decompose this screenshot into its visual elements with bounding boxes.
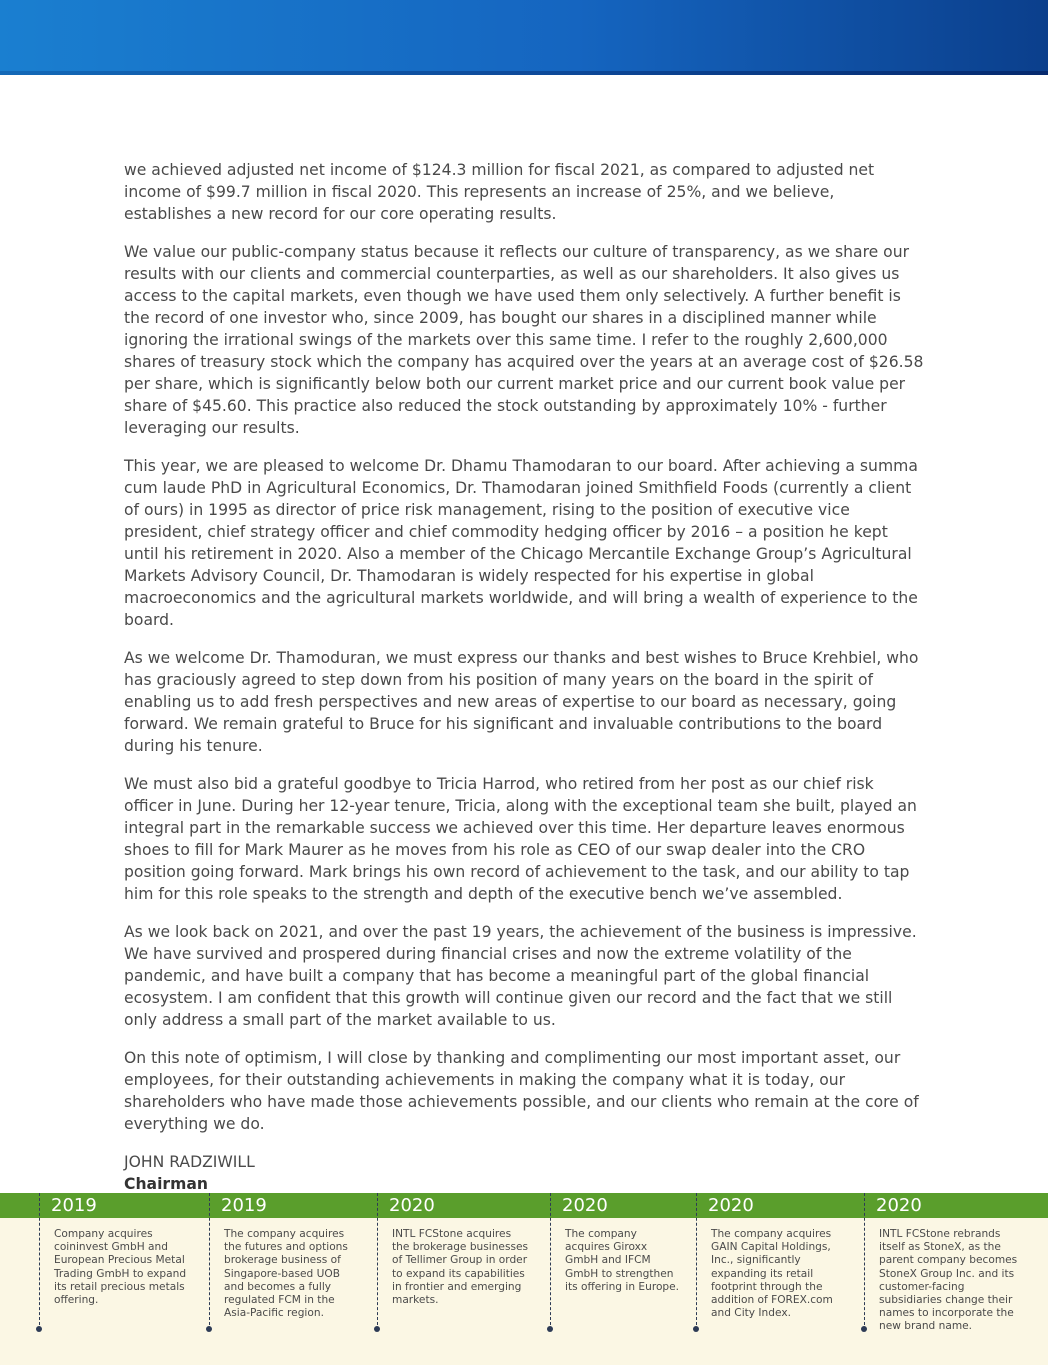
- letter-paragraph: On this note of optimism, I will close by thanking and complimenting our most important asset, our employees, for their outstanding achievements in making the company what it is today, our shareholders who have made those achievements possible, and our clients who remain at the core of everything we do.: [124, 1049, 919, 1133]
- timeline-year: 2020: [708, 1195, 754, 1216]
- timeline-connector: [550, 1193, 551, 1325]
- timeline-marker: [374, 1326, 380, 1332]
- letter-paragraph: This year, we are pleased to welcome Dr. Dhamu Thamodaran to our board. After achieving a summa cum laude PhD in Agricultural Economics, Dr. Thamodaran joined Smithfield Foods (currently a client of ours) in 1995 as director of price risk management, rising to the position of executive vice president, chief strategy officer and chief commodity hedging officer by 2016 – a position he kept until his retirement in 2020. Also a member of the Chicago Mercantile Exchange Group’s Agricultural Markets Advisory Council, Dr. Thamodaran is widely respected for his expertise in global macroeconomics and the agricultural markets worldwide, and will bring a wealth of experience to the board.: [124, 457, 918, 629]
- timeline-item: [377, 1193, 540, 1365]
- timeline-year: 2019: [51, 1195, 97, 1216]
- timeline-text: The company acquires Giroxx GmbH and IFCM GmbH to strengthen its offering in Europe.: [565, 1228, 680, 1293]
- timeline: [0, 1193, 1048, 1365]
- letter-paragraph: As we look back on 2021, and over the past 19 years, the achievement of the business is impressive. We have survived and prospered during financial crises and now the extreme volatility of the pandemic, and have built a company that has become a meaningful part of the global financial ecosystem. I am confident that this growth will continue given our record and the fact that we still only address a small part of the market available to us.: [124, 923, 917, 1029]
- letter-paragraph: As we welcome Dr. Thamoduran, we must express our thanks and best wishes to Bruce Krehbiel, who has graciously agreed to step down from his position of many years on the board in the spirit of enabling us to add fresh perspectives and new areas of expertise to our board as necessary, going forward. We remain grateful to Bruce for his significant and invaluable contributions to the board during his tenure.: [124, 649, 919, 755]
- timeline-text: INTL FCStone rebrands itself as StoneX, as the parent company becomes StoneX Group Inc. and its customer-facing subsidiaries change their names to incorporate the new brand name.: [879, 1228, 1018, 1333]
- timeline-text: The company acquires GAIN Capital Holdings, Inc., significantly expanding its retail footprint through the addition of FOREX.com and City Index.: [711, 1228, 833, 1320]
- letter-paragraph: we achieved adjusted net income of $124.3 million for fiscal 2021, as compared to adjusted net income of $99.7 million in fiscal 2020. This represents an increase of 25%, and we believe, establishes a new record for our core operating results.: [124, 161, 875, 223]
- letter-paragraph: We must also bid a grateful goodbye to Tricia Harrod, who retired from her post as our chief risk officer in June. During her 12-year tenure, Tricia, along with the exceptional team she built, played an integral part in the remarkable success we achieved over this time. Her departure leaves enormous shoes to fill for Mark Maurer as he moves from his role as CEO of our swap dealer into the CRO position going forward. Mark brings his own record of achievement to the task, and our ability to tap him for this role speaks to the strength and depth of the executive bench we’ve assembled.: [124, 775, 917, 903]
- letter-paragraph: We value our public-company status because it reflects our culture of transparency, as we share our results with our clients and commercial counterparties, as well as our shareholders. It also gives us access to the capital markets, even though we have used them only selectively. A further benefit is the record of one investor who, since 2009, has bought our shares in a disciplined manner while ignoring the irrational swings of the markets over this same time. I refer to the roughly 2,600,000 shares of treasury stock which the company has acquired over the years at an average cost of $26.58 per share, which is significantly below both our current market price and our current book value per share of $45.60. This practice also reduced the stock outstanding by approximately 10% - further leveraging our results.: [124, 243, 924, 437]
- timeline-marker: [206, 1326, 212, 1332]
- chairman-letter: [124, 159, 924, 1195]
- header-band: [0, 0, 1048, 75]
- timeline-item: [209, 1193, 367, 1365]
- timeline-year: 2020: [389, 1195, 435, 1216]
- timeline-year: 2020: [876, 1195, 922, 1216]
- signature-title: Chairman: [124, 1175, 208, 1193]
- timeline-connector: [377, 1193, 378, 1325]
- timeline-year: 2019: [221, 1195, 267, 1216]
- timeline-item: [550, 1193, 686, 1365]
- timeline-item: [864, 1193, 1034, 1365]
- timeline-text: The company acquires the futures and options brokerage business of Singapore-based UOB and becomes a fully regulated FCM in the Asia-Pacific region.: [224, 1228, 348, 1320]
- signature-name: JOHN RADZIWILL: [124, 1153, 255, 1171]
- timeline-connector: [696, 1193, 697, 1325]
- timeline-connector: [864, 1193, 865, 1325]
- timeline-year: 2020: [562, 1195, 608, 1216]
- timeline-connector: [209, 1193, 210, 1325]
- timeline-text: INTL FCStone acquires the brokerage businesses of Tellimer Group in order to expand its capabilities in frontier and emerging markets.: [392, 1228, 529, 1307]
- timeline-item: [39, 1193, 199, 1365]
- timeline-marker: [693, 1326, 699, 1332]
- timeline-marker: [547, 1326, 553, 1332]
- timeline-marker: [861, 1326, 867, 1332]
- timeline-marker: [36, 1326, 42, 1332]
- timeline-item: [696, 1193, 854, 1365]
- timeline-text: Company acquires coininvest GmbH and European Precious Metal Trading GmbH to expand its retail precious metals offering.: [54, 1228, 187, 1307]
- timeline-connector: [39, 1193, 40, 1325]
